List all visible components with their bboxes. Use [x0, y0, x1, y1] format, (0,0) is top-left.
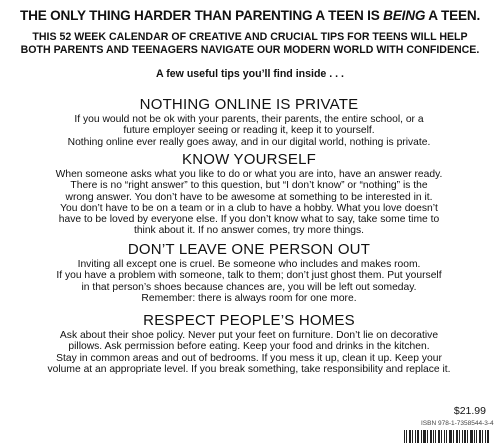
section-body — [18, 169, 480, 237]
body-line: Nothing online ever really goes away, and in our digital world, nothing is private. — [67, 136, 431, 148]
section-title: RESPECT PEOPLE’S HOMES — [143, 312, 355, 329]
tip-section-know-yourself — [18, 151, 480, 237]
headline — [0, 8, 500, 23]
tip-section-dont-leave-one-out — [18, 241, 480, 304]
body-line: If you have a problem with someone, talk to them; don’t just ghost them. Put yourself — [56, 270, 442, 282]
intro-line: BOTH PARENTS AND TEENAGERS NAVIGATE OUR MODERN WORLD WITH CONFIDENCE. — [20, 44, 480, 56]
tip-section-respect-homes — [18, 312, 480, 375]
body-line: Remember: there is always room for one more. — [141, 292, 357, 304]
intro-line: THIS 52 WEEK CALENDAR OF CREATIVE AND CRUCIAL TIPS FOR TEENS WILL HELP — [32, 31, 468, 43]
tips-lead-in: A few useful tips you’ll find inside . . . — [156, 68, 344, 80]
body-line: future employer seeing or reading it, keep it to yourself. — [123, 125, 375, 137]
body-line: If you would not be ok with your parents, their parents, the entire school, or a — [74, 114, 424, 125]
headline-part1: THE ONLY THING HARDER THAN PARENTING A TEEN IS — [19, 8, 384, 23]
headline-part2: A TEEN. — [425, 8, 481, 23]
section-title: KNOW YOURSELF — [181, 151, 316, 168]
body-line: volume at an appropriate level. If you break something, take responsibility and replace it. — [47, 363, 451, 375]
tip-section-nothing-online-private — [18, 96, 480, 148]
body-line: wrong answer. You don’t have to be awesome at something to be interested in it. — [65, 191, 433, 203]
intro-paragraph — [0, 31, 500, 57]
section-body — [18, 330, 480, 375]
section-body — [18, 114, 480, 148]
section-body — [18, 259, 480, 304]
body-line: Stay in common areas and out of bedrooms. If you mess it up, clean it up. Keep your — [56, 352, 442, 364]
body-line: think about it. If no answer comes, try more things. — [133, 225, 365, 237]
body-line: When someone asks what you like to do or what you are into, have an answer ready. — [55, 169, 443, 180]
section-title: DON’T LEAVE ONE PERSON OUT — [127, 241, 371, 258]
body-line: have to be loved by everyone else. If you don’t know what to say, take some time to — [58, 214, 440, 226]
body-line: There is no “right answer” to this question, but “I don’t know” or “nothing” is the — [70, 180, 428, 192]
section-title: NOTHING ONLINE IS PRIVATE — [139, 96, 359, 113]
body-line: Ask about their shoe policy. Never put your feet on furniture. Don’t lie on decorative — [59, 330, 439, 341]
body-line: Inviting all except one is cruel. Be someone who includes and makes room. — [77, 259, 421, 270]
barcode-graphic — [404, 430, 490, 443]
headline-emphasis: BEING — [383, 8, 426, 23]
isbn-barcode — [404, 430, 490, 443]
body-line: pillows. Ask permission before eating. Keep your food and drinks in the kitchen. — [68, 341, 430, 353]
body-line: in that person’s shoes because chances are, you will be left out someday. — [81, 281, 417, 293]
price-label: $21.99 — [453, 405, 486, 417]
isbn-label: ISBN 978-1-7358544-3-4 — [421, 420, 494, 427]
body-line: You don’t have to be on a team or in a club to have a hobby. What you love doesn’t — [60, 202, 438, 214]
